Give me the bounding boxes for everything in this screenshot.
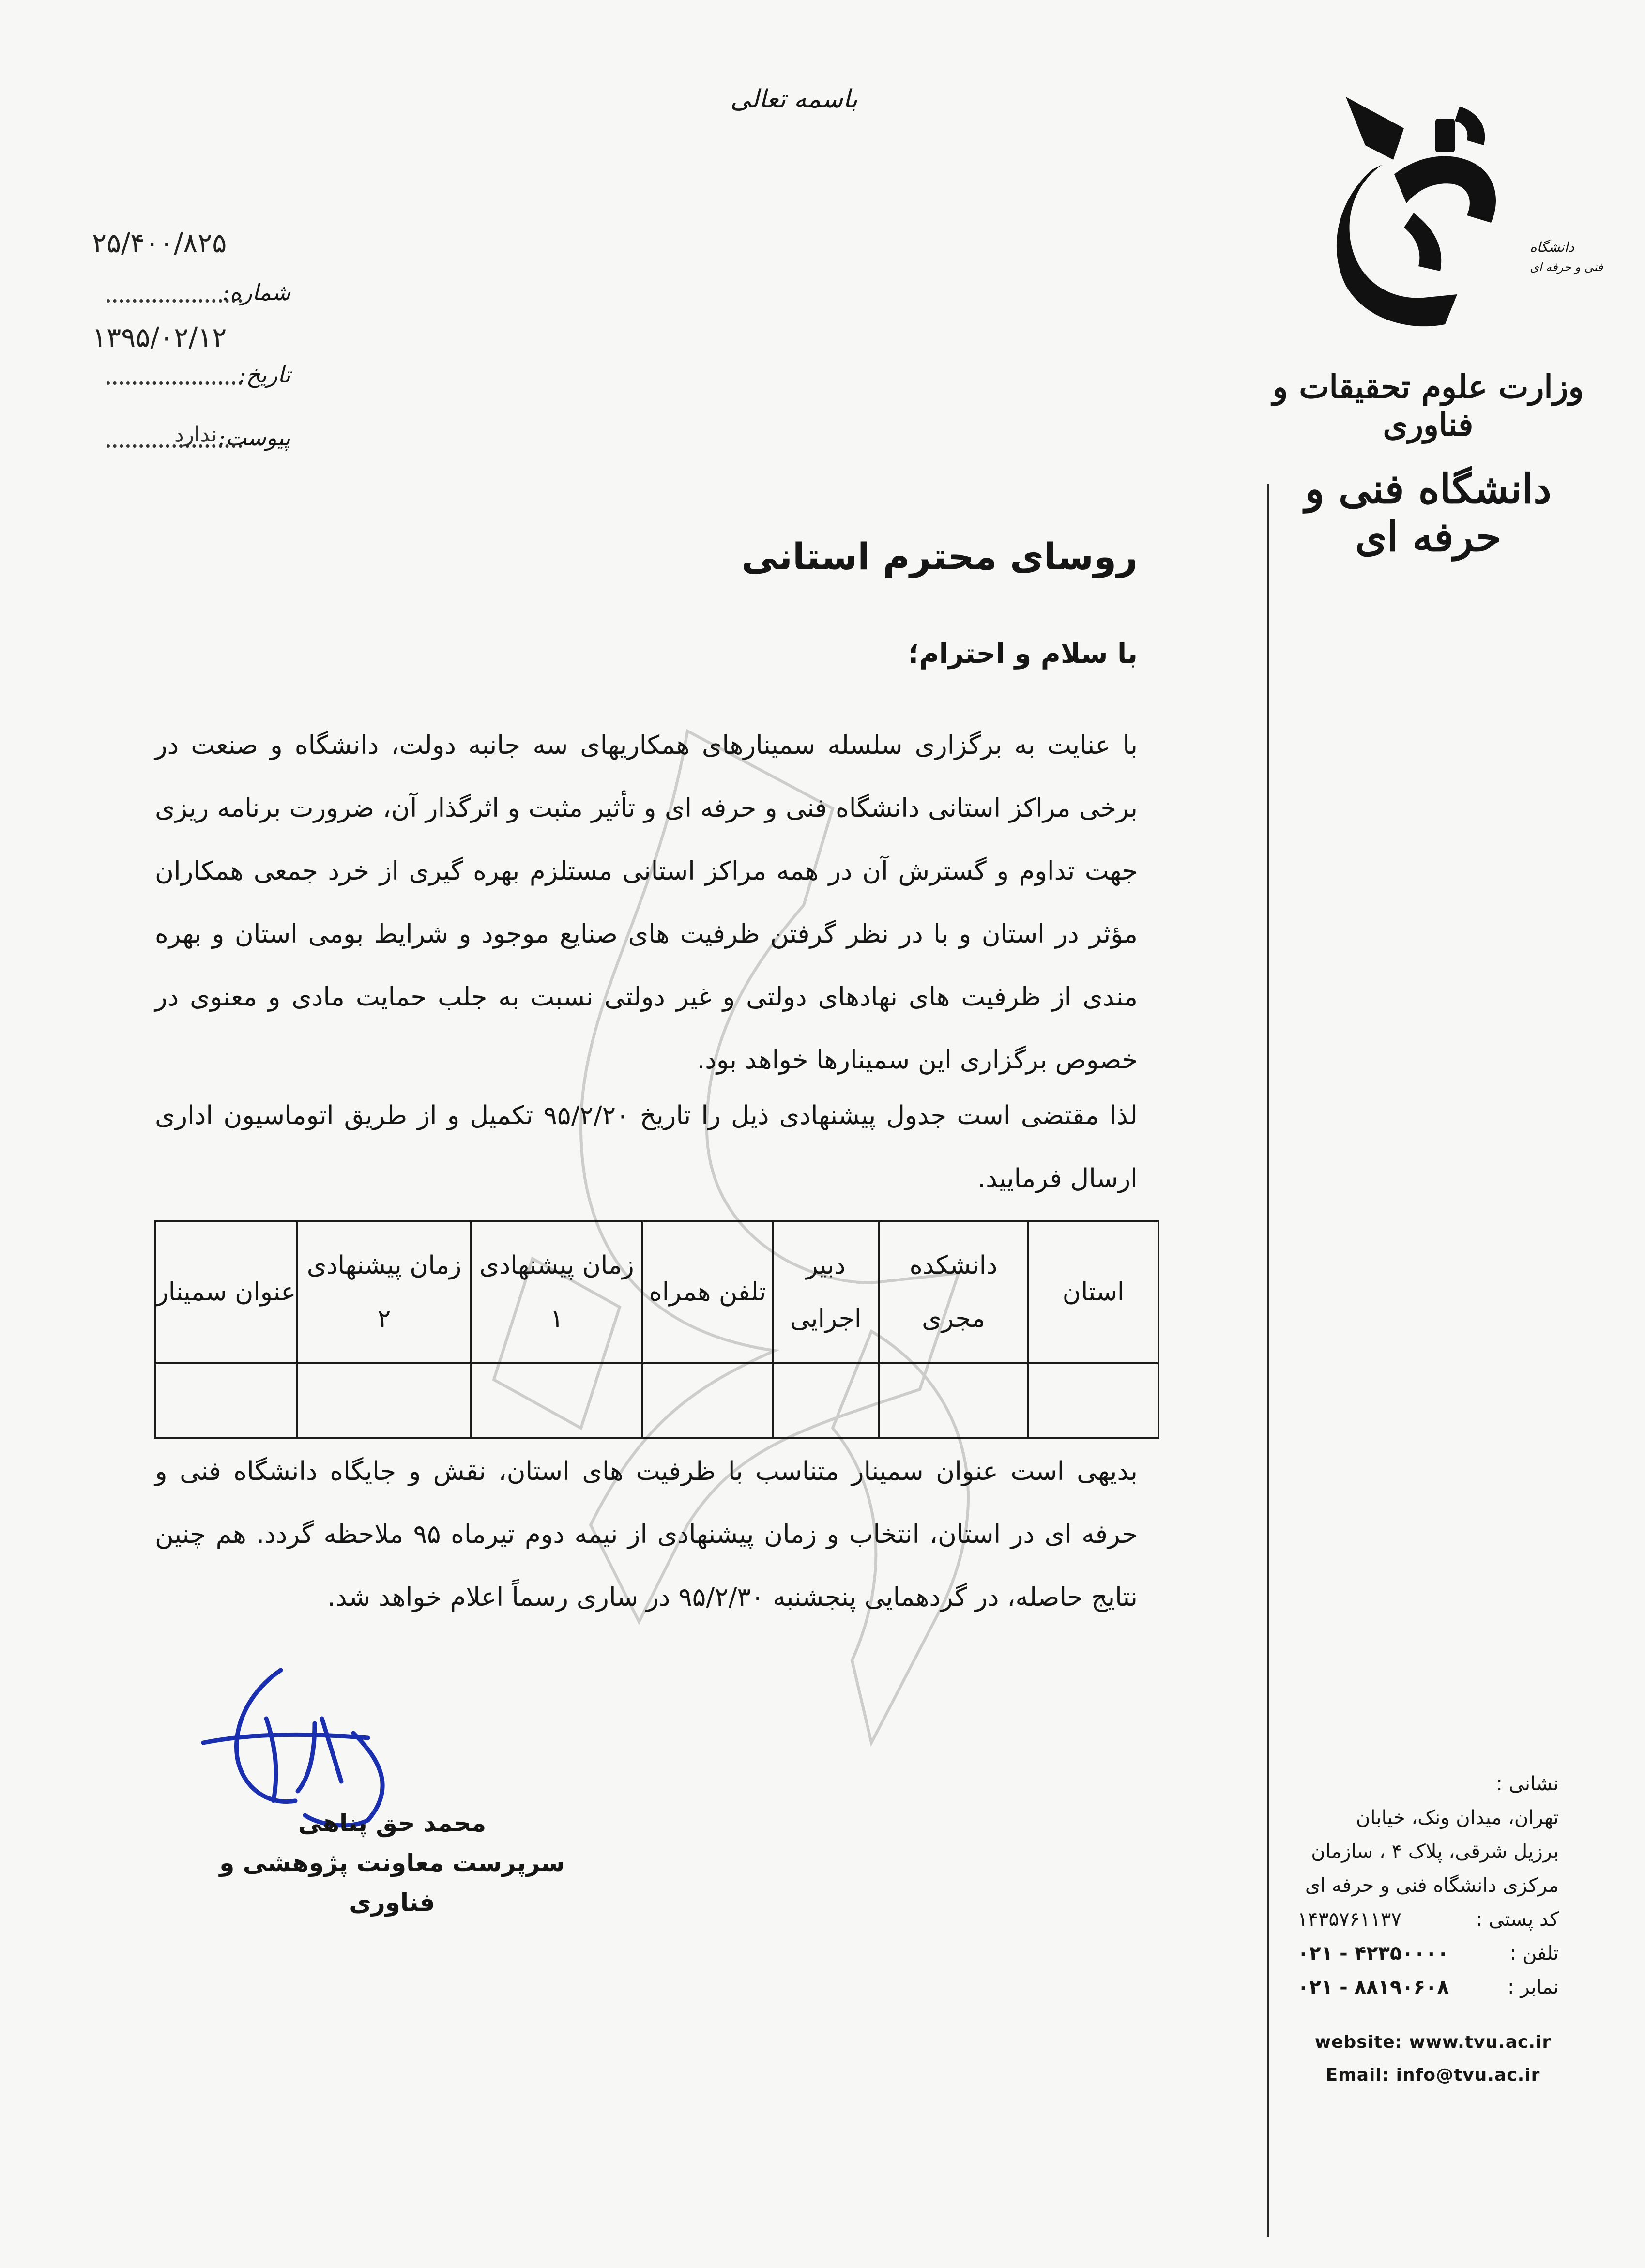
recipient-heading: روسای محترم استانی (741, 535, 1138, 578)
table-cell (297, 1363, 471, 1438)
letter-number-value: ۲۵/۴۰۰/۸۲۵ (92, 228, 227, 259)
letter-date-label: تاریخ: (238, 362, 290, 388)
letter-date-row (97, 356, 290, 390)
contact-web (1307, 2026, 1559, 2092)
paragraph-2: لذا مقتضی است جدول پیشنهادی ذیل را تاریخ ۹۵/۲/۲۰ تکمیل و از طریق اتوماسیون اداری ارسال فرمایید. (155, 1101, 1138, 1193)
attachment-value: ندارد (174, 422, 217, 447)
table-cell (1028, 1363, 1158, 1438)
table-header-row (155, 1221, 1158, 1363)
table-header-cell: تلفن همراه (642, 1221, 773, 1363)
margin-rule (1267, 484, 1269, 2237)
table-row (155, 1363, 1158, 1438)
table-header-cell: دانشکده مجری (879, 1221, 1028, 1363)
dotted-line (107, 299, 242, 303)
table-header-cell: عنوان سمینار (155, 1221, 297, 1363)
university-name: دانشگاه فنی و حرفه ای (1305, 465, 1552, 561)
logo-small-text-2: فنی و حرفه ای (1530, 260, 1603, 274)
address-line: تهران، میدان ونک، خیابان (1356, 1807, 1559, 1829)
ministry-name: وزارت علوم تحقیقات و فناوری (1272, 368, 1584, 443)
letter-date-value: ۱۳۹۵/۰۲/۱۲ (92, 322, 227, 353)
postal-code-label: کد پستی : (1476, 1908, 1559, 1931)
fax-value: ۰۲۱ - ۸۸۱۹۰۶۰۸ (1297, 1976, 1449, 1998)
signatory (203, 1803, 581, 1922)
signatory-title: سرپرست معاونت پژوهشی و فناوری (219, 1849, 565, 1917)
signatory-name: محمد حق پناهی (298, 1809, 487, 1837)
table-header-cell: زمان پیشنهادی ۱ (471, 1221, 642, 1363)
website-text[interactable]: website: www.tvu.ac.ir (1314, 2032, 1552, 2052)
fax-row (1297, 1970, 1559, 2004)
postal-code-row (1297, 1903, 1559, 1936)
phone-value: ۰۲۱ - ۴۲۳۵۰۰۰۰ (1297, 1942, 1449, 1964)
table-cell (879, 1363, 1028, 1438)
proposal-table (154, 1220, 1159, 1439)
postal-code-value: ۱۴۳۵۷۶۱۱۳۷ (1297, 1908, 1401, 1931)
fax-label: نمابر : (1508, 1976, 1559, 1998)
email-text[interactable]: Email: info@tvu.ac.ir (1325, 2065, 1540, 2085)
table-header-cell: زمان پیشنهادی ۲ (297, 1221, 471, 1363)
attachment-label: پیوست: (218, 425, 290, 451)
letter-number-row (97, 274, 290, 307)
paragraph-1: با عنایت به برگزاری سلسله سمینارهای همکاریهای سه جانبه دولت، دانشگاه و صنعت در برخی مراکز استانی دانشگاه فنی و حرفه ای و تأثیر مثبت و اثرگذار آن، ضرورت برنامه ریزی جهت تداوم و گسترش آن در همه مراکز استانی مستلزم بهره گیری از خرد جمعی همکاران مؤثر در استان و با در نظر گرفتن ظرفیت های صنایع موجود و شرایط بومی استان و بهره مندی از ظرفیت های نهادهای دولتی و غیر دولتی نسبت به جلب حمایت مادی و معنوی در خصوص برگزاری این سمینارها خواهد بود. (155, 731, 1138, 1075)
phone-row (1297, 1936, 1559, 1970)
address-block (1297, 1767, 1559, 2004)
logo-small-text-1: دانشگاه (1530, 239, 1574, 255)
greeting: با سلام و احترام؛ (908, 638, 1138, 670)
letter-number-label: شماره: (222, 279, 290, 305)
phone-label: تلفن : (1509, 1942, 1559, 1964)
invocation-heading: باسمه تعالی (730, 85, 858, 114)
attachment-row (97, 419, 290, 453)
table-cell (471, 1363, 642, 1438)
table-cell (642, 1363, 773, 1438)
table-cell (773, 1363, 879, 1438)
table-cell (155, 1363, 297, 1438)
table-header-cell: استان (1028, 1221, 1158, 1363)
address-line: برزیل شرقی، پلاک ۴ ، سازمان (1311, 1841, 1559, 1863)
address-line: مرکزی دانشگاه فنی و حرفه ای (1305, 1874, 1559, 1897)
paragraph-3: بدیهی است عنوان سمینار متناسب با ظرفیت های استان، نقش و جایگاه دانشگاه فنی و حرفه ای در استان، انتخاب و زمان پیشنهادی از نیمه دوم تیرماه ۹۵ ملاحظه گردد. هم چنین نتایج حاصله، در گردهمایی پنجشنبه ۹۵/۲/۳۰ در ساری رسماً اعلام خواهد شد. (155, 1457, 1138, 1612)
university-logo (1336, 92, 1603, 334)
address-heading: نشانی : (1496, 1773, 1559, 1795)
table-header-cell: دبیر اجرایی (773, 1221, 879, 1363)
dotted-line (107, 381, 242, 385)
